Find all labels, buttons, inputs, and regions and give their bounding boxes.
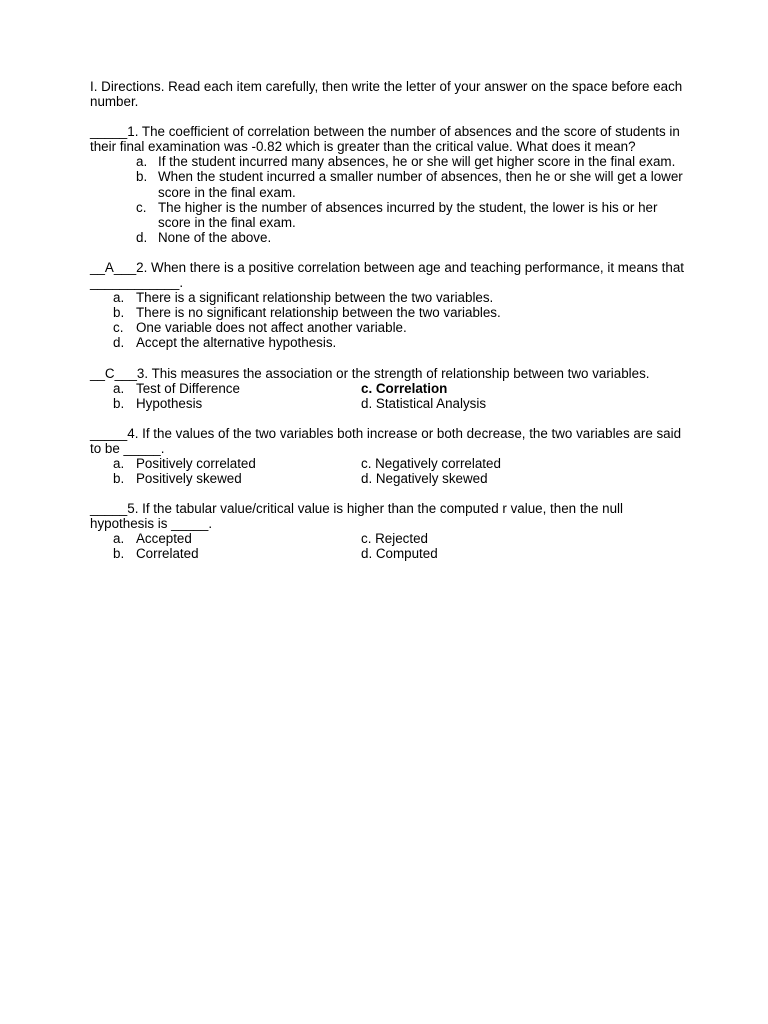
option-text: Correlated — [136, 546, 199, 562]
option-grid — [90, 456, 690, 486]
option-text: d. Computed — [361, 546, 438, 562]
question-3 — [90, 366, 690, 411]
answer-blank: __C___ — [90, 365, 137, 381]
question-1 — [90, 124, 690, 245]
option-text: Accept the alternative hypothesis. — [136, 335, 337, 351]
question-stem: 4. If the values of the two variables both increase or both decrease, the two variables are said to be _____. — [90, 425, 682, 456]
option-text: Test of Difference — [136, 380, 240, 396]
option-b — [90, 169, 690, 199]
option-letter: b. — [113, 305, 125, 321]
option-grid — [90, 381, 690, 411]
option-text: The higher is the number of absences incurred by the student, the lower is his or her score in the final exam. — [158, 199, 658, 230]
option-list — [90, 290, 690, 350]
option-grid — [90, 531, 690, 561]
option-text: d. Statistical Analysis — [361, 395, 487, 411]
option-text: Positively skewed — [136, 471, 242, 487]
worksheet-content — [90, 79, 690, 562]
option-text: When the student incurred a smaller number of absences, then he or she will get a lower score in the final exam. — [158, 169, 683, 200]
option-c — [90, 200, 690, 230]
option-text: There is no significant relationship between the two variables. — [136, 305, 501, 321]
question-text — [90, 124, 690, 154]
question-text — [90, 426, 690, 456]
option-letter: a. — [113, 290, 125, 306]
option-c — [90, 320, 690, 335]
option-row — [90, 546, 690, 561]
option-letter: b. — [113, 471, 125, 487]
question-stem: 2. When there is a positive correlation between age and teaching performance, it means that ____________. — [90, 259, 685, 291]
question-stem: 3. This measures the association or the strength of relationship between two variables. — [136, 365, 650, 381]
option-letter: a. — [113, 380, 125, 396]
option-row — [90, 531, 690, 546]
option-text: None of the above. — [158, 229, 272, 245]
option-text: d. Negatively skewed — [361, 471, 488, 487]
option-d — [90, 230, 690, 245]
option-letter: a. — [113, 455, 125, 471]
option-letter: c. — [113, 320, 124, 336]
option-row — [90, 381, 690, 396]
option-d — [90, 335, 690, 350]
option-letter: c. — [136, 199, 147, 215]
option-letter: d. — [113, 335, 125, 351]
answer-blank: _____ — [90, 425, 128, 441]
option-letter: a. — [113, 531, 125, 547]
option-list — [90, 154, 690, 245]
directions-text: I. Directions. Read each item carefully, then write the letter of your answer on the space before each number. — [90, 79, 683, 110]
option-b — [90, 305, 690, 320]
option-text: Accepted — [136, 531, 192, 547]
option-text: c. Rejected — [361, 531, 428, 547]
option-text: One variable does not affect another variable. — [136, 320, 407, 336]
question-text — [90, 501, 690, 531]
option-row — [90, 396, 690, 411]
option-text: c. Negatively correlated — [361, 455, 501, 471]
answer-blank: __A___ — [90, 259, 137, 275]
question-text — [90, 260, 690, 290]
question-4 — [90, 426, 690, 486]
answer-blank: _____ — [90, 501, 128, 517]
answer-blank: _____ — [90, 124, 128, 140]
option-text: Hypothesis — [136, 395, 203, 411]
option-letter: a. — [136, 154, 148, 170]
question-text — [90, 366, 690, 381]
option-letter: b. — [113, 546, 125, 562]
question-5 — [90, 501, 690, 561]
option-text: There is a significant relationship between the two variables. — [136, 290, 494, 306]
option-correct-text: c. Correlation — [361, 380, 448, 396]
question-stem: 5. If the tabular value/critical value is higher than the computed r value, then the null hypothesis is _____. — [90, 501, 623, 532]
question-2 — [90, 260, 690, 351]
option-letter: b. — [136, 169, 148, 185]
option-text: Positively correlated — [136, 455, 256, 471]
option-row — [90, 456, 690, 471]
option-text: If the student incurred many absences, he or she will get higher score in the final exam. — [158, 154, 676, 170]
option-a — [90, 290, 690, 305]
option-a — [90, 154, 690, 169]
option-row — [90, 471, 690, 486]
option-letter: b. — [113, 395, 125, 411]
option-letter: d. — [136, 229, 148, 245]
question-stem: 1. The coefficient of correlation between the number of absences and the score of students in their final examination was -0.82 which is greater than the critical value. What does it mean? — [90, 124, 680, 155]
